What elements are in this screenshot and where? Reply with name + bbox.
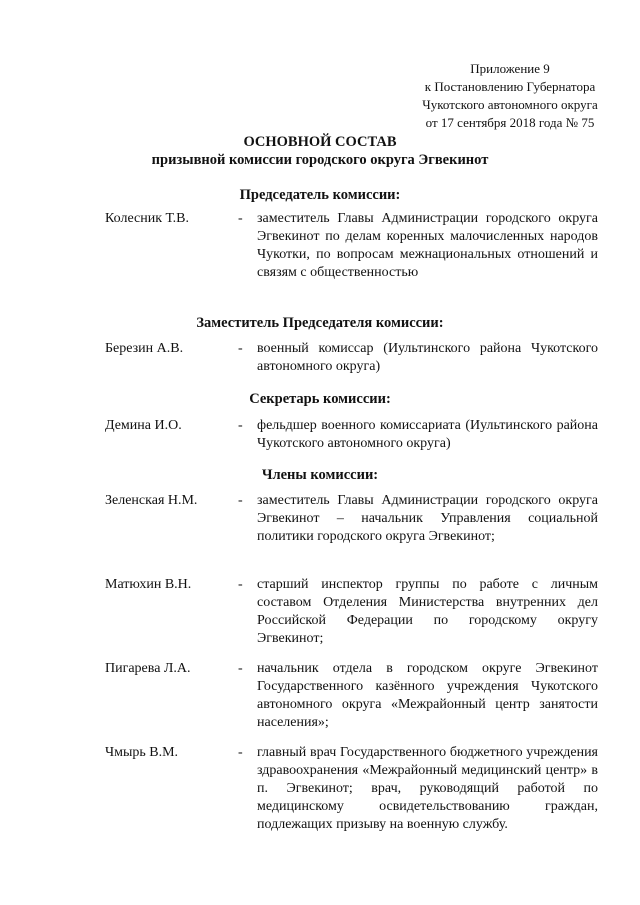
- member-description: фельдшер военного комиссариата (Иультинского района Чукотского автономного округа): [257, 418, 598, 451]
- member-dash: -: [238, 577, 243, 592]
- annex-line: от 17 сентября 2018 года № 75: [425, 115, 595, 130]
- document-title: ОСНОВНОЙ СОСТАВ: [243, 134, 397, 150]
- member-name: Чмырь В.М.: [105, 745, 179, 760]
- member-description: начальник отдела в городском округе Эгвекинот Государственного казённого учреждения Чукотского автономного округа «Межрайонный центр занятости населения»;: [257, 661, 598, 730]
- document-subtitle: призывной комиссии городского округа Эгвекинот: [151, 152, 489, 168]
- annex-line: к Постановлению Губернатора: [424, 79, 596, 94]
- member-description: заместитель Главы Администрации городского округа Эгвекинот по делам коренных малочисленных народов Чукотки, по вопросам межнациональных отношений и связям с общественностью: [257, 211, 598, 280]
- section-heading-deputy: Заместитель Председателя комиссии:: [196, 315, 444, 331]
- annex-line: Приложение 9: [470, 61, 550, 76]
- member-name: Березин А.В.: [105, 341, 184, 356]
- section-heading-secretary: Секретарь комиссии:: [249, 391, 391, 407]
- section-heading-members: Члены комиссии:: [261, 467, 379, 483]
- section-heading-chair: Председатель комиссии:: [239, 187, 401, 203]
- member-name: Зеленская Н.М.: [105, 493, 198, 508]
- member-description: заместитель Главы Администрации городского округа Эгвекинот – начальник Управления социальной политики городского округа Эгвекинот;: [257, 493, 598, 544]
- member-description: главный врач Государственного бюджетного учреждения здравоохранения «Межрайонный медицинский центр» в п. Эгвекинот; врач, руководящий работой по медицинскому освидетельствованию граждан, подлежащих призыву на военную службу.: [257, 745, 598, 832]
- member-name: Пигарева Л.А.: [105, 661, 191, 676]
- member-description: военный комиссар (Иультинского района Чукотского автономного округа): [257, 341, 598, 374]
- annex-block: [380, 60, 640, 132]
- member-dash: -: [238, 211, 243, 226]
- member-description: старший инспектор группы по работе с личным составом Отделения Министерства внутренних дел Российской Федерации по городскому округу Эгвекинот;: [257, 577, 598, 646]
- member-name: Колесник Т.В.: [105, 211, 189, 226]
- member-dash: -: [238, 745, 243, 760]
- member-dash: -: [238, 341, 243, 356]
- annex-line: Чукотского автономного округа: [422, 97, 598, 112]
- member-dash: -: [238, 493, 243, 508]
- member-name: Демина И.О.: [105, 418, 182, 433]
- member-dash: -: [238, 418, 243, 433]
- member-name: Матюхин В.Н.: [105, 577, 192, 592]
- member-dash: -: [238, 661, 243, 676]
